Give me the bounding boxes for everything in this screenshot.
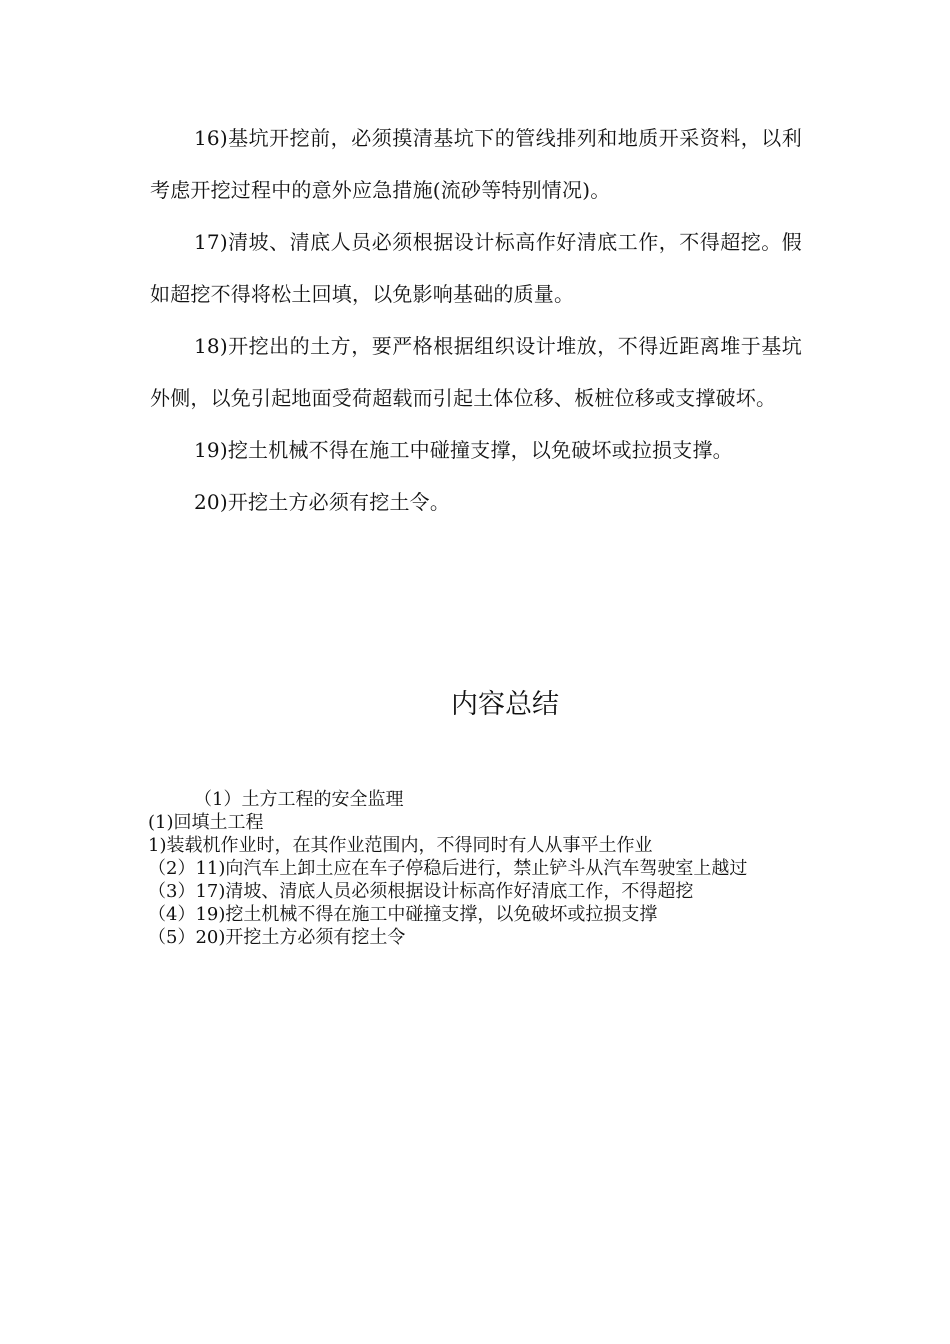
paragraph-20: 20)开挖土方必须有挖土令。: [194, 490, 451, 514]
summary-line: （2）11)向汽车上卸土应在车子停稳后进行，禁止铲斗从汽车驾驶室上越过: [148, 858, 748, 879]
paragraph-18: 18)开挖出的土方，要严格根据组织设计堆放，不得近距离堆于基坑外侧，以免引起地面受荷超载而引起土体位移、板桩位移或支撑破坏。: [150, 334, 802, 410]
summary-line: （3）17)清坡、清底人员必须根据设计标高作好清底工作，不得超挖: [148, 881, 694, 902]
summary-line: （5）20)开挖土方必须有挖土令: [148, 927, 406, 948]
summary-line: 1)装载机作业时，在其作业范围内，不得同时有人从事平土作业: [148, 835, 653, 856]
summary-line: (1)回填土工程: [148, 812, 264, 833]
summary-title: 内容总结: [451, 689, 559, 720]
paragraph-16: 16)基坑开挖前，必须摸清基坑下的管线排列和地质开采资料，以利考虑开挖过程中的意外应急措施(流砂等特别情况)。: [150, 126, 802, 202]
summary-line: （4）19)挖土机械不得在施工中碰撞支撑，以免破坏或拉损支撑: [148, 904, 658, 925]
body-text: [150, 112, 802, 528]
summary-list: [148, 788, 798, 949]
paragraph-17: 17)清坡、清底人员必须根据设计标高作好清底工作，不得超挖。假如超挖不得将松土回填，以免影响基础的质量。: [150, 230, 802, 306]
summary-line: （1）土方工程的安全监理: [194, 789, 404, 810]
paragraph-19: 19)挖土机械不得在施工中碰撞支撑，以免破坏或拉损支撑。: [194, 438, 733, 462]
